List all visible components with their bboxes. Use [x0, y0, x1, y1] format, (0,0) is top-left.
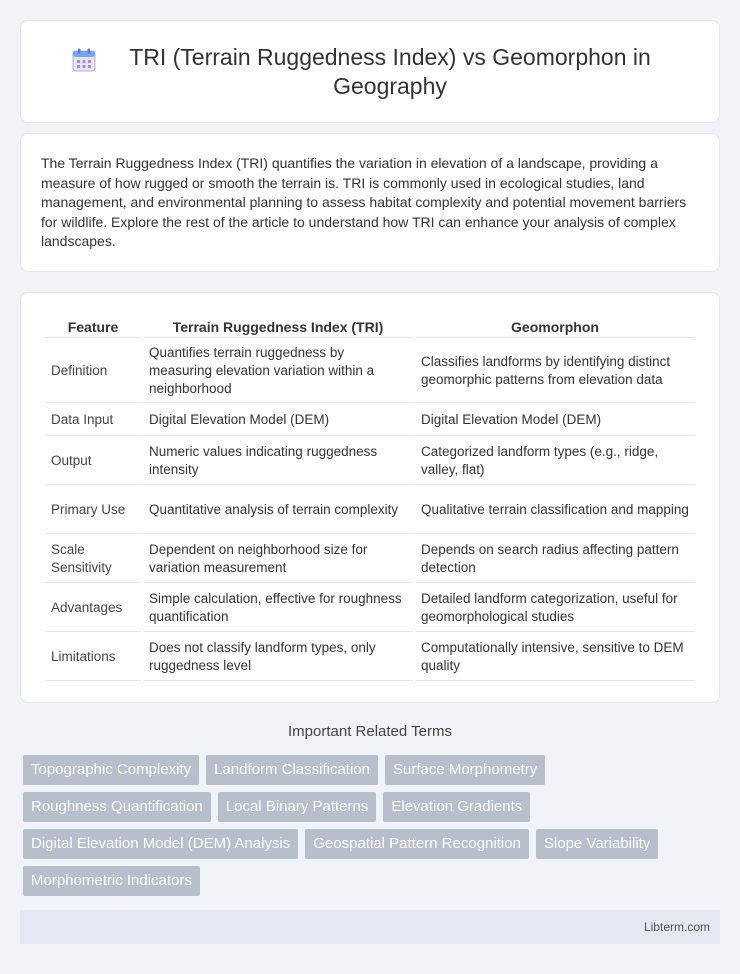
row-tri: Numeric values indicating ruggedness intensity: [143, 438, 413, 485]
row-tri: Does not classify landform types, only ruggedness level: [143, 634, 413, 681]
related-terms-heading: Important Related Terms: [288, 723, 452, 740]
row-feature: Definition: [45, 340, 141, 403]
table-row: [45, 438, 695, 485]
row-feature: Advantages: [45, 585, 141, 632]
term-tag[interactable]: Morphometric Indicators: [23, 866, 200, 896]
table-row: [45, 487, 695, 534]
footer: [20, 910, 720, 944]
row-geomorphon: Digital Elevation Model (DEM): [415, 405, 695, 436]
term-tag[interactable]: Topographic Complexity: [23, 755, 199, 785]
term-tag[interactable]: Geospatial Pattern Recognition: [305, 829, 529, 859]
row-geomorphon: Detailed landform categorization, useful for geomorphological studies: [415, 585, 695, 632]
table-header-row: [45, 315, 695, 338]
row-tri: Simple calculation, effective for roughness quantification: [143, 585, 413, 632]
title-card: [20, 20, 720, 123]
header-feature: Feature: [45, 315, 141, 338]
comparison-card: [20, 292, 720, 703]
table-row: [45, 405, 695, 436]
title-wrap: [21, 43, 719, 101]
row-tri: Dependent on neighborhood size for variation measurement: [143, 536, 413, 583]
term-tag[interactable]: Elevation Gradients: [383, 792, 530, 822]
header-tri: Terrain Ruggedness Index (TRI): [143, 315, 413, 338]
header-geomorphon: Geomorphon: [415, 315, 695, 338]
term-tag[interactable]: Digital Elevation Model (DEM) Analysis: [23, 829, 298, 859]
table-row: [45, 536, 695, 583]
term-tag[interactable]: Local Binary Patterns: [218, 792, 377, 822]
row-tri: Digital Elevation Model (DEM): [143, 405, 413, 436]
related-terms-list: [23, 755, 723, 903]
row-feature: Output: [45, 438, 141, 485]
table-row: [45, 340, 695, 403]
row-feature: Scale Sensitivity: [45, 536, 141, 583]
term-tag[interactable]: Roughness Quantification: [23, 792, 211, 822]
row-feature: Data Input: [45, 405, 141, 436]
footer-site-link[interactable]: Libterm.com: [643, 920, 710, 934]
row-geomorphon: Classifies landforms by identifying distinct geomorphic patterns from elevation data: [415, 340, 695, 403]
row-geomorphon: Computationally intensive, sensitive to DEM quality: [415, 634, 695, 681]
comparison-table: [43, 313, 697, 683]
table-row: [45, 634, 695, 681]
row-geomorphon: Qualitative terrain classification and mapping: [415, 487, 695, 534]
table-row: [45, 585, 695, 632]
term-tag[interactable]: Surface Morphometry: [385, 755, 545, 785]
intro-card: [20, 133, 720, 272]
calendar-icon: [71, 47, 97, 73]
row-geomorphon: Categorized landform types (e.g., ridge, valley, flat): [415, 438, 695, 485]
row-feature: Primary Use: [45, 487, 141, 534]
term-tag[interactable]: Landform Classification: [206, 755, 378, 785]
row-tri: Quantifies terrain ruggedness by measuring elevation variation within a neighborhood: [143, 340, 413, 403]
page-title: TRI (Terrain Ruggedness Index) vs Geomorphon in Geography: [129, 43, 651, 99]
row-geomorphon: Depends on search radius affecting pattern detection: [415, 536, 695, 583]
term-tag[interactable]: Slope Variability: [536, 829, 658, 859]
row-tri: Quantitative analysis of terrain complexity: [143, 487, 413, 534]
intro-paragraph: The Terrain Ruggedness Index (TRI) quantifies the variation in elevation of a landscape, providing a measure of how rugged or smooth the terrain is. TRI is commonly used in ecological studies, land management, and environmental planning to assess habitat complexity and potential movement barriers for wildlife. Explore the rest of the article to understand how TRI can enhance your analysis of complex landscapes.: [41, 155, 687, 249]
row-feature: Limitations: [45, 634, 141, 681]
